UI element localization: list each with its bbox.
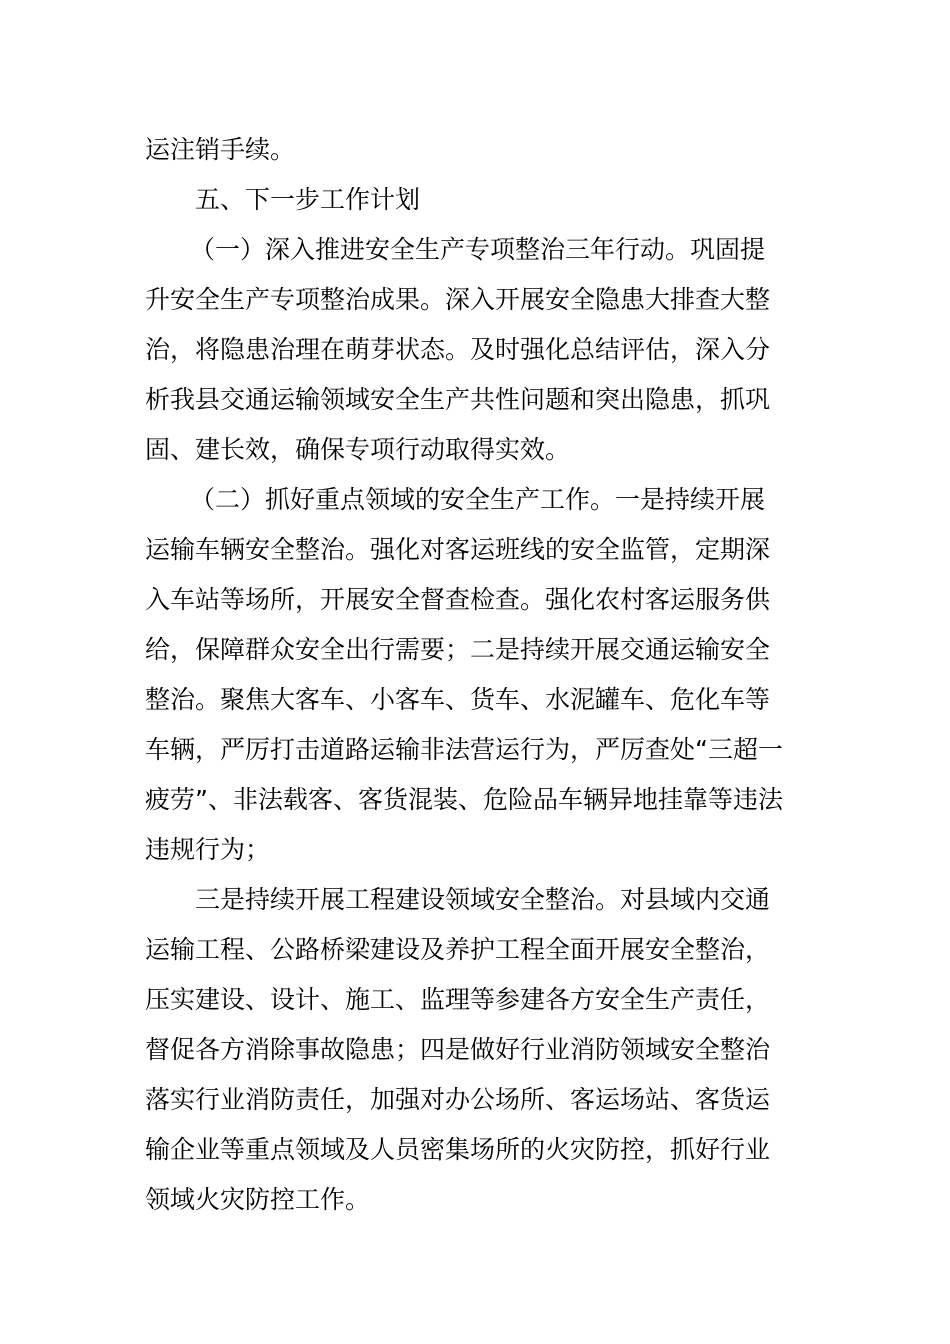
text-line-16: 三是持续开展工程建设领域安全整治。对县域内交通 (195, 885, 771, 914)
text-line-15: 违规行为； (145, 835, 271, 864)
text-line-21: 输企业等重点领域及人员密集场所的火灾防控，抓好行业 (145, 1135, 771, 1164)
text-line-5: 治，将隐患治理在萌芽状态。及时强化总结评估，深入分 (145, 335, 771, 364)
section-heading-next-steps: 五、下一步工作计划 (195, 185, 421, 214)
text-line-8: （二）抓好重点领域的安全生产工作。一是持续开展 (190, 485, 766, 514)
text-line-18: 压实建设、设计、施工、监理等参建各方安全生产责任， (145, 985, 771, 1014)
text-line-1: 运注销手续。 (145, 135, 296, 164)
text-line-20: 落实行业消防责任，加强对办公场所、客运场站、客货运 (145, 1085, 771, 1114)
text-line-10: 入车站等场所，开展安全督查检查。强化农村客运服务供 (145, 585, 771, 614)
text-line-3: （一）深入推进安全生产专项整治三年行动。巩固提 (190, 235, 766, 264)
text-line-17: 运输工程、公路桥梁建设及养护工程全面开展安全整治， (145, 935, 771, 964)
text-line-13: 车辆，严厉打击道路运输非法营运行为，严厉查处“三超一 (145, 735, 783, 764)
text-line-7: 固、建长效，确保专项行动取得实效。 (145, 435, 571, 464)
text-line-4: 升安全生产专项整治成果。深入开展安全隐患大排查大整 (145, 285, 771, 314)
text-line-14: 疲劳”、非法载客、客货混装、危险品车辆异地挂靠等违法 (145, 785, 783, 814)
text-line-22: 领域火灾防控工作。 (145, 1185, 371, 1214)
text-line-19: 督促各方消除事故隐患；四是做好行业消防领域安全整治 (145, 1035, 771, 1064)
text-line-12: 整治。聚焦大客车、小客车、货车、水泥罐车、危化车等 (145, 685, 771, 714)
text-line-11: 给，保障群众安全出行需要；二是持续开展交通运输安全 (145, 635, 771, 664)
text-line-6: 析我县交通运输领域安全生产共性问题和突出隐患，抓巩 (145, 385, 771, 414)
text-line-9: 运输车辆安全整治。强化对客运班线的安全监管，定期深 (145, 535, 771, 564)
